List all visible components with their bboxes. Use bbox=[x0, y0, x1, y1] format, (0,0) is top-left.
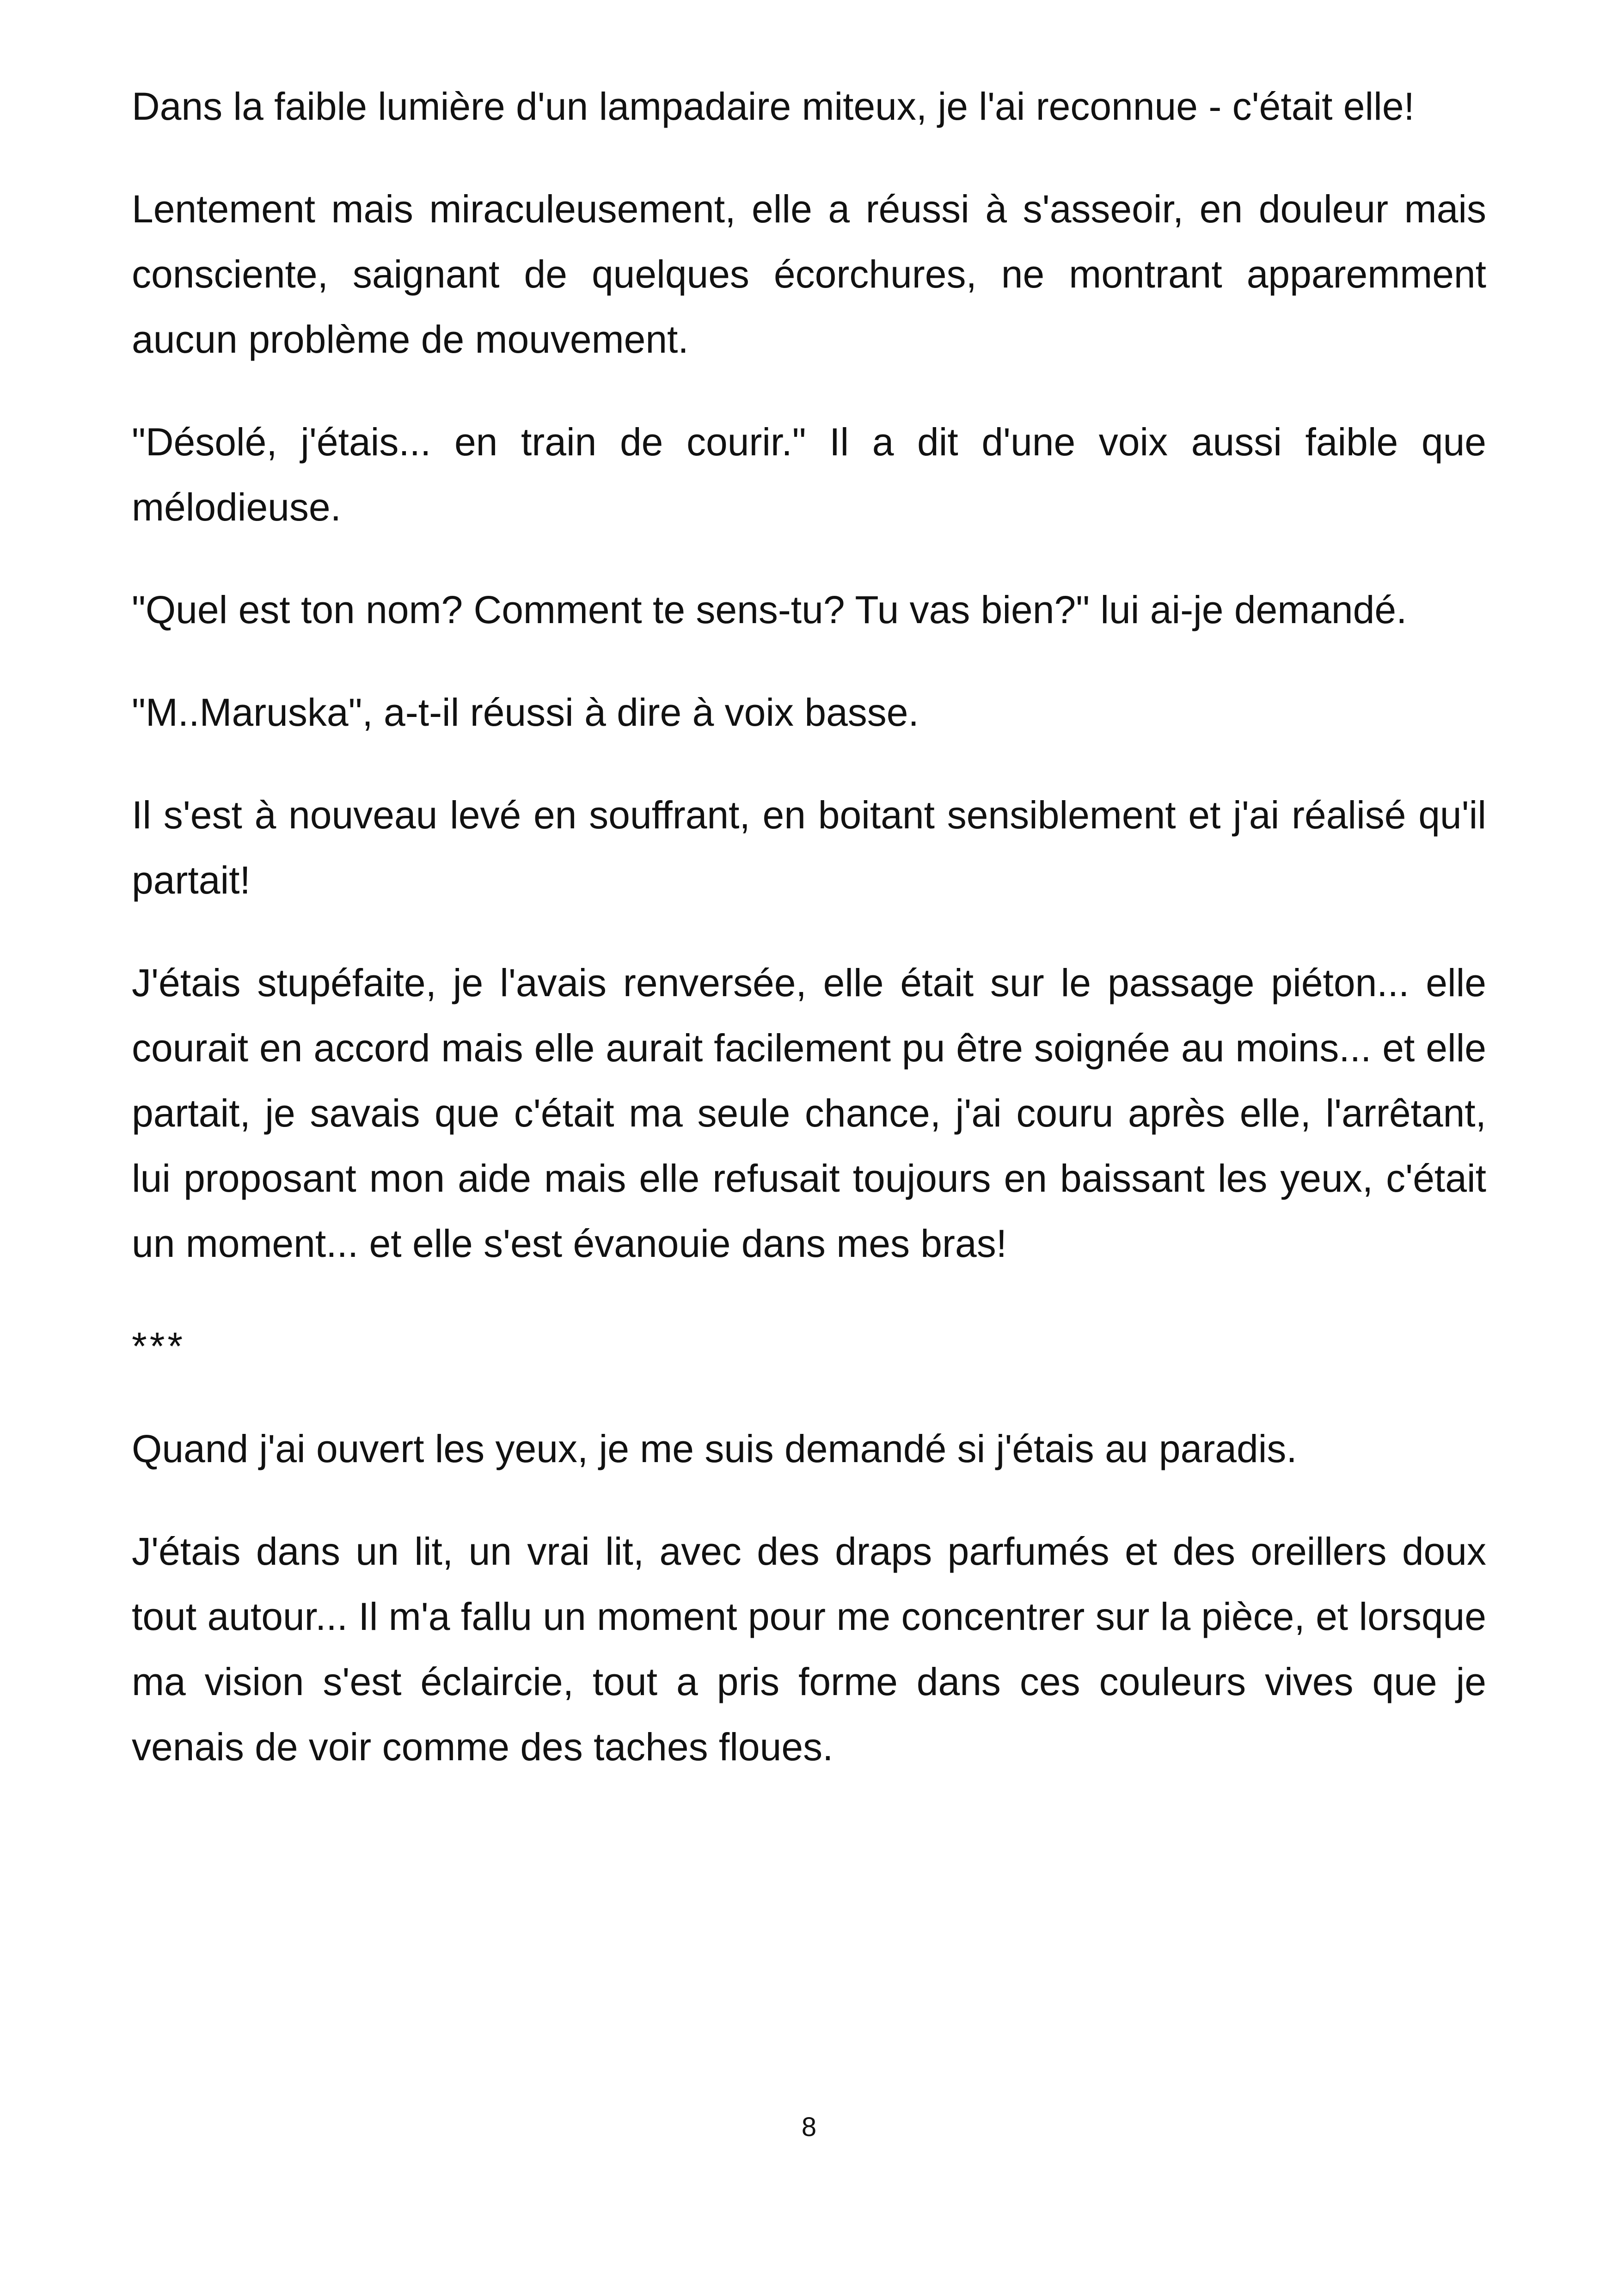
paragraph-name: "M..Maruska", a-t-il réussi à dire à voix basse. bbox=[132, 691, 919, 734]
body-text bbox=[132, 74, 1486, 1817]
paragraph-sitting-up: Lentement mais miraculeusement, elle a réussi à s'asseoir, en douleur mais consciente, saignant de quelques écorchures, ne montrant apparemment aucun problème de mouvement. bbox=[132, 187, 1486, 361]
paragraph-fainting: J'étais stupéfaite, je l'avais renversée, elle était sur le passage piéton... elle courait en accord mais elle aurait facilement pu être soignée au moins... et elle partait, je savais que c'était ma seule chance, j'ai couru après elle, l'arrêtant, lui proposant mon aide mais elle refusait toujours en baissant les yeux, c'était un moment... et elle s'est évanouie dans mes bras! bbox=[132, 961, 1486, 1265]
paragraph-waking: Quand j'ai ouvert les yeux, je me suis demandé si j'étais au paradis. bbox=[132, 1427, 1297, 1470]
paragraph-question: "Quel est ton nom? Comment te sens-tu? Tu vas bien?" lui ai-je demandé. bbox=[132, 588, 1407, 631]
section-separator: *** bbox=[132, 1324, 186, 1368]
paragraph-bed: J'étais dans un lit, un vrai lit, avec des draps parfumés et des oreillers doux tout autour... Il m'a fallu un moment pour me concentrer sur la pièce, et lorsque ma vision s'est éclaircie, tout a pris forme dans ces couleurs vives que je venais de voir comme des taches floues. bbox=[132, 1530, 1486, 1769]
paragraph-leaving: Il s'est à nouveau levé en souffrant, en boitant sensiblement et j'ai réalisé qu'il partait! bbox=[132, 793, 1486, 902]
paragraph-recognition: Dans la faible lumière d'un lampadaire miteux, je l'ai reconnue - c'était elle! bbox=[132, 85, 1415, 128]
paragraph-apology: "Désolé, j'étais... en train de courir." Il a dit d'une voix aussi faible que mélodieuse. bbox=[132, 420, 1486, 529]
page-number: 8 bbox=[801, 2112, 817, 2142]
